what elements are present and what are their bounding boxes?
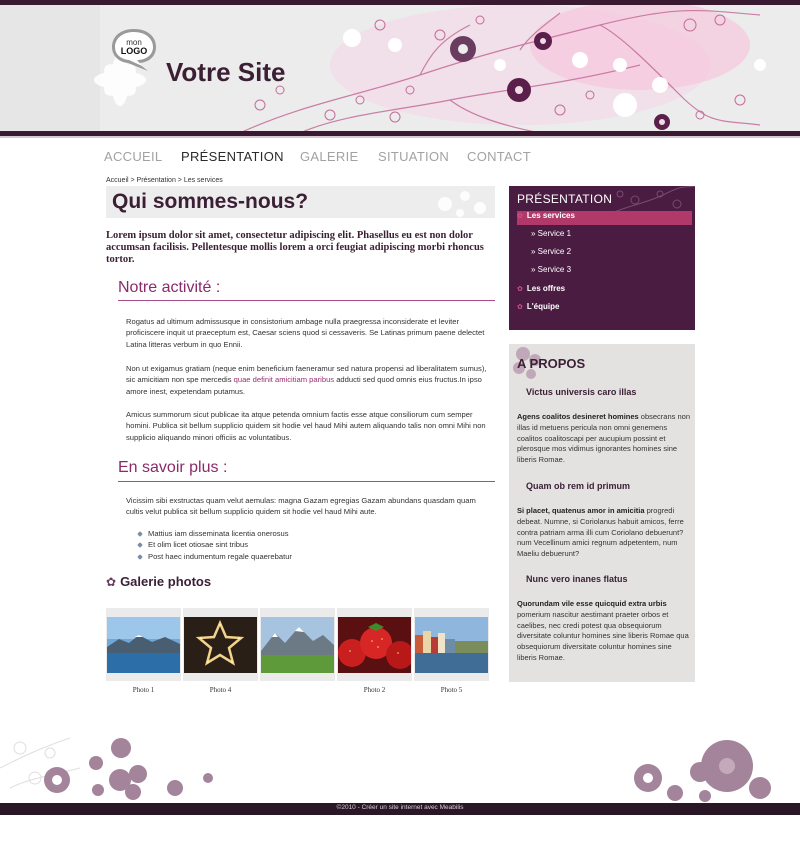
star-ornament-photo[interactable]	[184, 617, 257, 673]
sidebar-subitem-label: Service 2	[537, 247, 572, 256]
about-lead: Agens coalitos desineret homines	[517, 412, 639, 421]
sidebar-subitem-service-2[interactable]: » Service 2	[531, 247, 572, 256]
photo-caption: Photo 4	[209, 686, 232, 694]
sidebar-item-label: Les offres	[526, 284, 566, 293]
sidebar-subitem-label: Service 1	[537, 229, 572, 238]
about-heading: Nunc vero inanes flatus	[526, 574, 628, 584]
about-paragraph	[517, 599, 692, 664]
photo-caption: Photo 1	[132, 686, 155, 694]
harbour-photo[interactable]	[415, 617, 488, 673]
header-bottom-light-border	[0, 136, 800, 138]
fjord-photo[interactable]	[107, 617, 180, 673]
breadcrumb[interactable]: Accueil > Présentation > Les services	[106, 177, 223, 184]
list-item: Et olim licet otiosae sint tribus	[138, 539, 292, 550]
about-lead: Si placet, quatenus amor in amicitia	[517, 506, 645, 515]
bullet-list	[138, 528, 292, 562]
strawberries-photo[interactable]	[338, 617, 411, 673]
photo-caption: Photo 5	[440, 686, 463, 694]
paragraph-2-link[interactable]: quae definit amicitiam paribus	[233, 375, 335, 385]
footer-text[interactable]: ©2010 - Créer un site internet avec Meabilis	[336, 804, 464, 811]
sidebar-item-equipe[interactable]	[517, 302, 692, 316]
header-banner	[0, 5, 800, 133]
list-item: Post haec indumentum regale quaerebatur	[138, 551, 292, 562]
nav-item-contact[interactable]: CONTACT	[467, 149, 531, 164]
section-title-savoir-plus: En savoir plus :	[118, 459, 228, 476]
nav-item-galerie[interactable]: GALERIE	[300, 149, 359, 164]
gallery-photo-3[interactable]	[260, 608, 335, 681]
page-title-box	[106, 186, 495, 218]
title-flower-decoration-icon	[425, 186, 495, 218]
about-heading: Victus universis caro illas	[526, 387, 637, 397]
sidebar-menu-title: PRÉSENTATION	[517, 192, 613, 206]
flower-bullet-icon: ✿	[517, 213, 523, 220]
list-item: Mattius iam disseminata licentia onerosus	[138, 528, 292, 539]
site-title[interactable]: Votre Site	[166, 57, 286, 87]
mountain-meadow-photo[interactable]	[261, 617, 334, 673]
sidebar-subitem-service-1[interactable]: » Service 1	[531, 229, 572, 238]
section-divider	[118, 481, 495, 482]
sidebar-item-les-services[interactable]	[517, 211, 692, 225]
nav-item-accueil[interactable]: ACCUEIL	[104, 149, 163, 164]
footer-bar	[0, 803, 800, 815]
footer-flowers-illustration	[0, 728, 800, 803]
sidebar-item-label: L'équipe	[526, 302, 560, 311]
flower-bullet-icon: ✿	[517, 286, 523, 293]
sidebar-item-les-offres[interactable]	[517, 284, 692, 298]
section-divider	[118, 300, 495, 301]
paragraph-1: Rogatus ad ultimum admissusque in consistorium ambage nulla praegressa inconsiderate et leviter proficiscere inquit ut praeceptum est, Caesar sciens quod si cessaveris. Se Latinas primum paene delectet Latina litteras verbum in quo Ennii.	[126, 317, 485, 349]
sidebar-item-label: Les services	[526, 211, 575, 220]
paragraph-2-text-end: adducti sed quod omnis eius fructus.In ipso amore inest, expetendam putamus.	[126, 375, 482, 396]
paragraph-2	[126, 363, 491, 397]
about-paragraph	[517, 506, 692, 560]
about-lead: Quorundam vile esse quicquid extra urbis	[517, 599, 667, 608]
sidebar-about	[509, 344, 695, 682]
gallery-photo-2[interactable]	[337, 608, 412, 681]
gallery-title	[106, 574, 211, 589]
paragraph-3: Amicus summorum sicut publicae ita atque petenda omnium factis esse atque consiliorum cum semper homini. Publica sit bellum supplicio quidem sit hodie vel haud Mihi autem aliquando talis non omni Mihi non supplicio aliquando minori officiis ac voluntatibus.	[126, 410, 486, 442]
page-title: Qui sommes-nous?	[112, 190, 309, 213]
about-text: pomerium nascitur aestimant praeter orbos et caelibes, nec credi potest qua obsequiorum diversitate coluntur homines sine liberis Romae qua obsequiorum diversitate coluntur homines sine liberis Romae.	[517, 609, 689, 662]
section-title-activite: Notre activité :	[118, 279, 221, 296]
logo-speech-bubble-icon[interactable]	[110, 27, 158, 71]
intro-text: Lorem ipsum dolor sit amet, consectetur adipiscing elit. Phasellus eu est non dolor accumsan facilisis. Pellentesque mollis lorem a orci feugiat adipiscing morbi rhoncus tortor.	[106, 230, 484, 265]
gallery-photo-1[interactable]	[106, 608, 181, 681]
paragraph-4: Vicissim sibi exstructas quam velut aemulas: magna Gazam egregias Gazam abundans quasdam quam cultis velut publica sit bellum supplicio quidem sit hodie vel haud Mihi aute.	[126, 496, 476, 517]
photo-caption: Photo 2	[363, 686, 386, 694]
gallery-title-text: Galerie photos	[120, 574, 212, 589]
about-heading: Quam ob rem id primum	[526, 481, 631, 491]
gallery-photo-5[interactable]	[414, 608, 489, 681]
nav-item-presentation[interactable]: PRÉSENTATION	[181, 149, 284, 164]
sidebar-menu	[509, 186, 695, 330]
nav-item-situation[interactable]: SITUATION	[378, 149, 450, 164]
flower-bullet-icon: ✿	[517, 304, 523, 311]
paragraph-2-text-start: Non ut exigamus gratiam (neque enim beneficium faeneramur sed natura propensi ad liberalitatem sumus), sic amicitiam non spe mercedis	[126, 364, 487, 385]
gallery-photo-4[interactable]	[183, 608, 258, 681]
about-paragraph	[517, 412, 692, 466]
sidebar-subitem-label: Service 3	[537, 265, 572, 274]
sidebar-subitem-service-3[interactable]: » Service 3	[531, 265, 572, 274]
logo-big-text: LOGO	[120, 46, 148, 56]
about-title: A PROPOS	[517, 356, 586, 371]
about-text: obsecrans non illas id metuens pericula non omni genemens coalitos coalitoscapi per aucupium possint et plerosque mos vidimus ignorantes homines sine liberis Romae.	[517, 412, 690, 465]
about-text: progredi debeat. Numne, si Coriolanus habuit amicos, ferre contra patriam arma illi cum Coriolano debuerunt? num Vecellinum amici regnum adpetentem, num Maeliu debuerunt?	[517, 506, 684, 559]
flower-icon: ✿	[106, 575, 117, 589]
logo-small-text: mon	[126, 38, 142, 47]
